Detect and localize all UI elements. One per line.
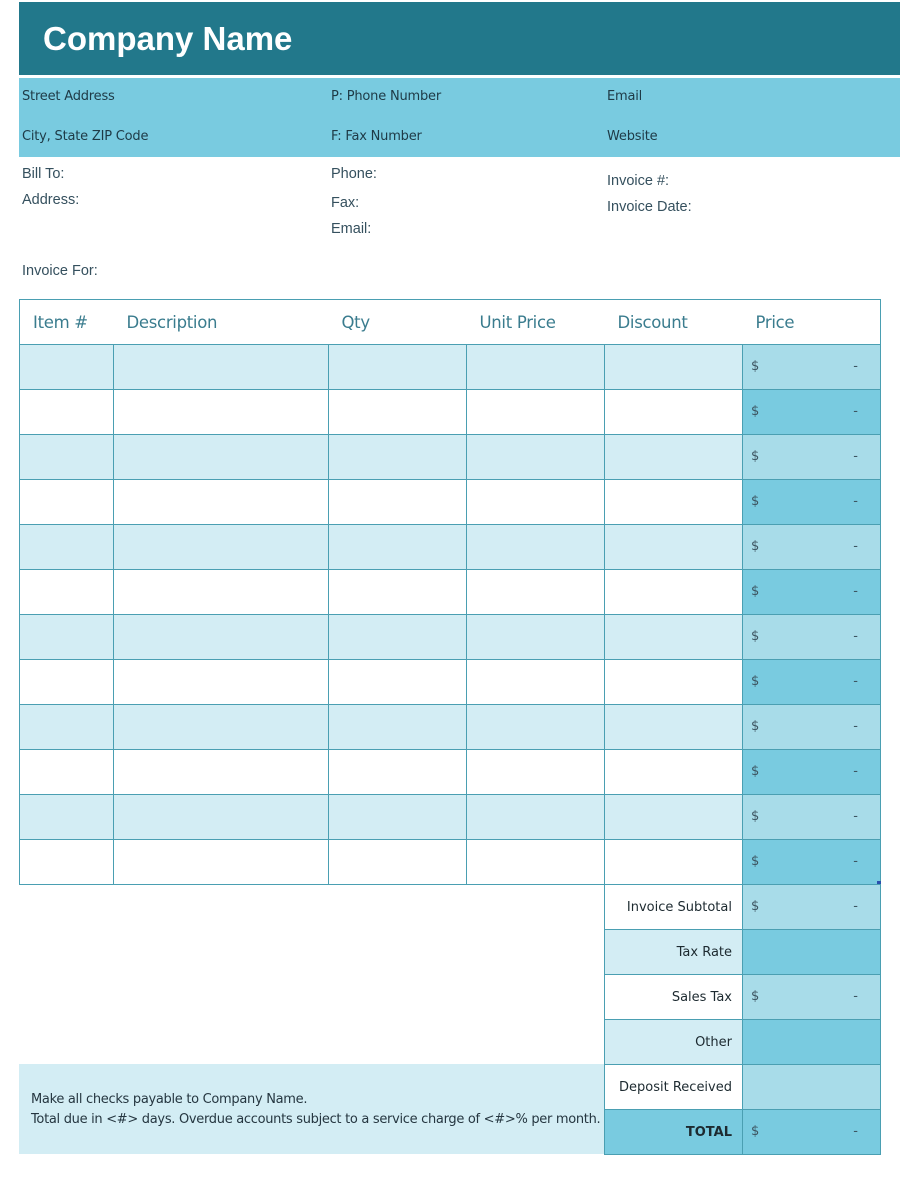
invoice-for-label[interactable]: Invoice For: xyxy=(22,263,98,279)
description-cell[interactable] xyxy=(114,435,329,480)
discount-cell[interactable] xyxy=(605,480,743,525)
discount-cell[interactable] xyxy=(605,390,743,435)
description-cell[interactable] xyxy=(114,840,329,885)
subtotal-row xyxy=(605,885,881,930)
currency-symbol: $ xyxy=(751,674,760,689)
qty-cell[interactable] xyxy=(329,435,467,480)
table-row xyxy=(20,750,881,795)
unit-price-cell[interactable] xyxy=(467,750,605,795)
total-row xyxy=(605,1110,881,1155)
description-cell[interactable] xyxy=(114,390,329,435)
discount-cell[interactable] xyxy=(605,615,743,660)
price-cell[interactable] xyxy=(743,840,881,885)
unit-price-cell[interactable] xyxy=(467,345,605,390)
discount-cell[interactable] xyxy=(605,795,743,840)
company-fax[interactable]: F: Fax Number xyxy=(331,129,422,144)
subtotal-label: Invoice Subtotal xyxy=(605,885,743,930)
column-header-qty: Qty xyxy=(329,300,467,345)
table-row xyxy=(20,435,881,480)
currency-symbol: $ xyxy=(751,629,760,644)
price-value: - xyxy=(853,404,858,419)
payment-notes xyxy=(19,1064,604,1154)
qty-cell[interactable] xyxy=(329,390,467,435)
unit-price-cell[interactable] xyxy=(467,705,605,750)
price-value: - xyxy=(853,629,858,644)
totals-table xyxy=(604,884,881,1155)
description-cell[interactable] xyxy=(114,345,329,390)
description-cell[interactable] xyxy=(114,615,329,660)
price-value: - xyxy=(853,854,858,869)
invoice-date-label[interactable]: Invoice Date: xyxy=(607,199,692,215)
other-row xyxy=(605,1020,881,1065)
qty-cell[interactable] xyxy=(329,705,467,750)
currency-symbol: $ xyxy=(751,404,760,419)
qty-cell[interactable] xyxy=(329,660,467,705)
unit-price-cell[interactable] xyxy=(467,525,605,570)
unit-price-cell[interactable] xyxy=(467,795,605,840)
column-header-price: Price xyxy=(743,300,881,345)
item-cell[interactable] xyxy=(20,795,114,840)
description-cell[interactable] xyxy=(114,570,329,615)
price-cell[interactable] xyxy=(743,615,881,660)
table-row xyxy=(20,480,881,525)
company-email[interactable]: Email xyxy=(607,89,643,104)
fax-label[interactable]: Fax: xyxy=(331,195,360,211)
description-cell[interactable] xyxy=(114,795,329,840)
discount-cell[interactable] xyxy=(605,660,743,705)
currency-symbol: $ xyxy=(751,809,760,824)
qty-cell[interactable] xyxy=(329,840,467,885)
tax-rate-value[interactable] xyxy=(743,930,881,975)
table-row xyxy=(20,795,881,840)
sales-tax-amount: - xyxy=(853,989,858,1004)
invoice-number-label[interactable]: Invoice #: xyxy=(607,173,670,189)
table-row xyxy=(20,570,881,615)
company-phone[interactable]: P: Phone Number xyxy=(331,89,441,104)
price-value: - xyxy=(853,584,858,599)
price-value: - xyxy=(853,719,858,734)
tax-rate-row xyxy=(605,930,881,975)
price-cell[interactable] xyxy=(743,795,881,840)
price-value: - xyxy=(853,359,858,374)
table-row xyxy=(20,705,881,750)
price-value: - xyxy=(853,809,858,824)
total-amount: - xyxy=(853,1124,858,1139)
discount-cell[interactable] xyxy=(605,750,743,795)
item-cell[interactable] xyxy=(20,570,114,615)
other-value[interactable] xyxy=(743,1020,881,1065)
item-cell[interactable] xyxy=(20,705,114,750)
discount-cell[interactable] xyxy=(605,435,743,480)
description-cell[interactable] xyxy=(114,750,329,795)
price-cell[interactable] xyxy=(743,570,881,615)
address-label[interactable]: Address: xyxy=(22,192,80,208)
qty-cell[interactable] xyxy=(329,570,467,615)
company-name[interactable]: Company Name xyxy=(43,20,293,57)
table-row xyxy=(20,390,881,435)
item-cell[interactable] xyxy=(20,390,114,435)
subtotal-amount: - xyxy=(853,899,858,914)
email-label[interactable]: Email: xyxy=(331,221,372,237)
price-cell[interactable] xyxy=(743,345,881,390)
unit-price-cell[interactable] xyxy=(467,480,605,525)
currency-symbol: $ xyxy=(751,494,760,509)
unit-price-cell[interactable] xyxy=(467,615,605,660)
table-row xyxy=(20,525,881,570)
price-cell[interactable] xyxy=(743,750,881,795)
currency-symbol: $ xyxy=(751,899,760,914)
table-header-row xyxy=(20,300,881,345)
other-label: Other xyxy=(605,1020,743,1065)
qty-cell[interactable] xyxy=(329,615,467,660)
table-row xyxy=(20,660,881,705)
item-cell[interactable] xyxy=(20,840,114,885)
discount-cell[interactable] xyxy=(605,570,743,615)
table-row xyxy=(20,840,881,885)
qty-cell[interactable] xyxy=(329,795,467,840)
item-cell[interactable] xyxy=(20,480,114,525)
total-label: TOTAL xyxy=(605,1110,743,1155)
qty-cell[interactable] xyxy=(329,525,467,570)
deposit-label: Deposit Received xyxy=(605,1065,743,1110)
description-cell[interactable] xyxy=(114,525,329,570)
item-cell[interactable] xyxy=(20,615,114,660)
price-cell[interactable] xyxy=(743,390,881,435)
qty-cell[interactable] xyxy=(329,750,467,795)
currency-symbol: $ xyxy=(751,719,760,734)
subtotal-value[interactable] xyxy=(743,885,881,930)
description-cell[interactable] xyxy=(114,705,329,750)
currency-symbol: $ xyxy=(751,854,760,869)
unit-price-cell[interactable] xyxy=(467,660,605,705)
price-value: - xyxy=(853,539,858,554)
tax-rate-label: Tax Rate xyxy=(605,930,743,975)
company-website[interactable]: Website xyxy=(607,129,658,144)
column-header-description: Description xyxy=(114,300,329,345)
price-cell[interactable] xyxy=(743,435,881,480)
total-value[interactable] xyxy=(743,1110,881,1155)
table-row xyxy=(20,345,881,390)
currency-symbol: $ xyxy=(751,764,760,779)
deposit-value[interactable] xyxy=(743,1065,881,1110)
column-header-unit-price: Unit Price xyxy=(467,300,605,345)
deposit-row xyxy=(605,1065,881,1110)
discount-cell[interactable] xyxy=(605,345,743,390)
currency-symbol: $ xyxy=(751,449,760,464)
line-items-table xyxy=(19,299,881,885)
item-cell[interactable] xyxy=(20,750,114,795)
currency-symbol: $ xyxy=(751,539,760,554)
sales-tax-row xyxy=(605,975,881,1020)
discount-cell[interactable] xyxy=(605,705,743,750)
item-cell[interactable] xyxy=(20,435,114,480)
price-cell[interactable] xyxy=(743,480,881,525)
item-cell[interactable] xyxy=(20,525,114,570)
price-value: - xyxy=(853,494,858,509)
bill-to-label[interactable]: Bill To: xyxy=(22,166,65,182)
price-cell[interactable] xyxy=(743,525,881,570)
column-header-item: Item # xyxy=(20,300,114,345)
qty-cell[interactable] xyxy=(329,480,467,525)
unit-price-cell[interactable] xyxy=(467,570,605,615)
description-cell[interactable] xyxy=(114,660,329,705)
sales-tax-value[interactable] xyxy=(743,975,881,1020)
sales-tax-label: Sales Tax xyxy=(605,975,743,1020)
currency-symbol: $ xyxy=(751,989,760,1004)
discount-cell[interactable] xyxy=(605,840,743,885)
currency-symbol: $ xyxy=(751,1124,760,1139)
currency-symbol: $ xyxy=(751,359,760,374)
qty-cell[interactable] xyxy=(329,345,467,390)
unit-price-cell[interactable] xyxy=(467,840,605,885)
item-cell[interactable] xyxy=(20,660,114,705)
price-cell[interactable] xyxy=(743,705,881,750)
city-state-zip[interactable]: City, State ZIP Code xyxy=(22,129,149,144)
unit-price-cell[interactable] xyxy=(467,390,605,435)
phone-label[interactable]: Phone: xyxy=(331,166,377,182)
column-header-discount: Discount xyxy=(605,300,743,345)
notes-line-1[interactable]: Make all checks payable to Company Name. xyxy=(31,1092,308,1107)
unit-price-cell[interactable] xyxy=(467,435,605,480)
currency-symbol: $ xyxy=(751,584,760,599)
price-value: - xyxy=(853,674,858,689)
discount-cell[interactable] xyxy=(605,525,743,570)
description-cell[interactable] xyxy=(114,480,329,525)
table-row xyxy=(20,615,881,660)
billing-info xyxy=(0,0,922,300)
price-cell[interactable] xyxy=(743,660,881,705)
notes-line-2[interactable]: Total due in <#> days. Overdue accounts subject to a service charge of <#>% per month. xyxy=(31,1112,601,1127)
price-value: - xyxy=(853,449,858,464)
street-address[interactable]: Street Address xyxy=(22,89,115,104)
item-cell[interactable] xyxy=(20,345,114,390)
price-value: - xyxy=(853,764,858,779)
